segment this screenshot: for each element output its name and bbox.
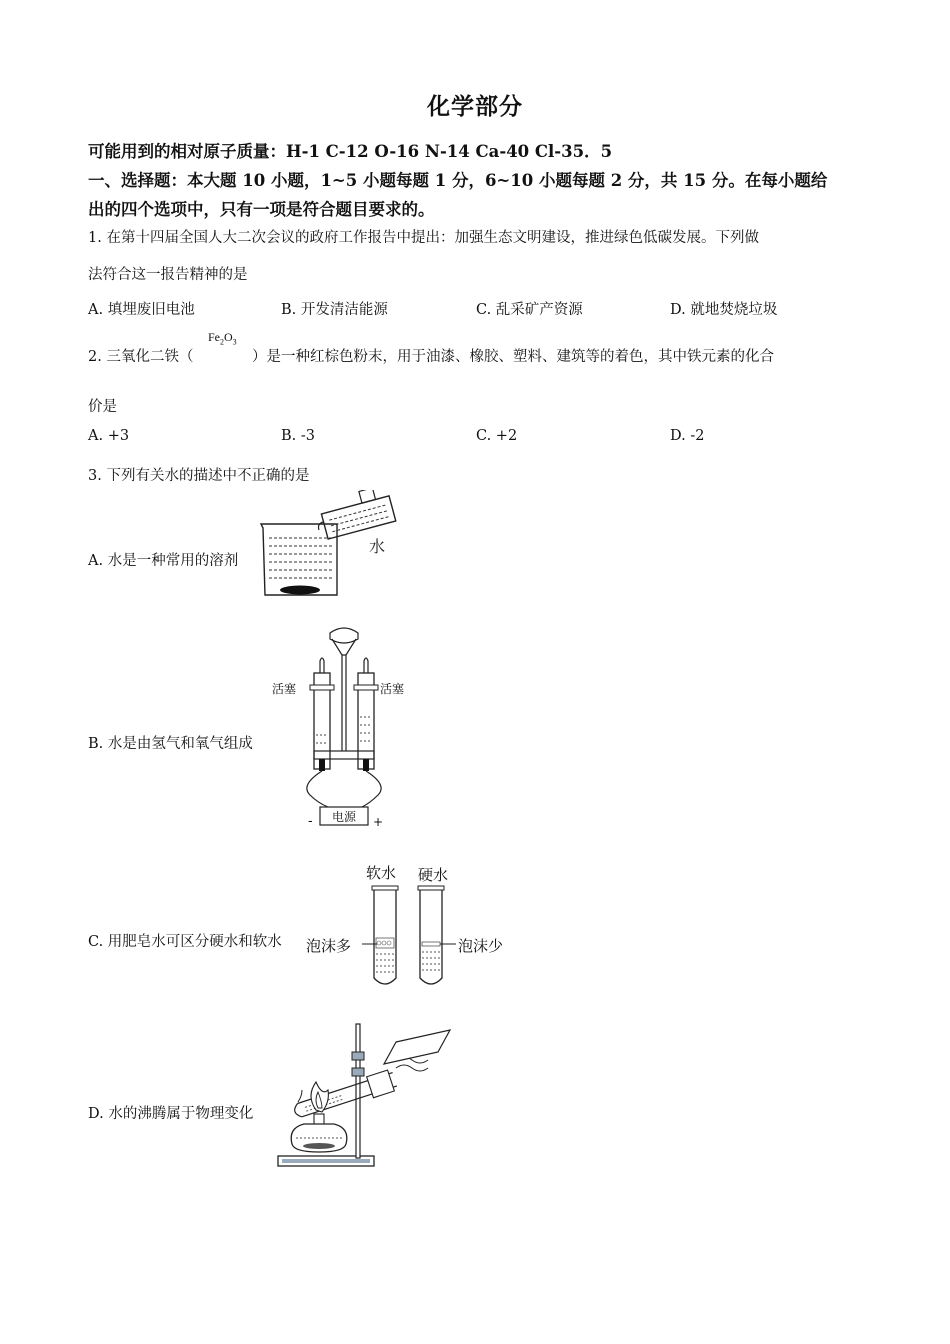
valve-label-right: 活塞 bbox=[380, 682, 405, 696]
plus-label: + bbox=[373, 815, 384, 829]
soap-test-diagram bbox=[300, 858, 515, 993]
q3-option-b[interactable]: B. 水是由氢气和氧气组成 bbox=[88, 736, 253, 752]
q1-option-a[interactable]: A. 填埋废旧电池 bbox=[88, 302, 195, 318]
q2-stem-after: ）是一种红棕色粉末，用于油漆、橡胶、塑料、建筑等的着色，其中铁元素的化合 bbox=[252, 349, 774, 365]
q1-option-d[interactable]: D. 就地焚烧垃圾 bbox=[670, 302, 778, 318]
valve-label-left: 活塞 bbox=[272, 682, 297, 696]
q3-option-c[interactable]: C. 用肥皂水可区分硬水和软水 bbox=[88, 934, 282, 950]
minus-label: - bbox=[308, 814, 313, 829]
section-heading-line1: 一、选择题：本大题 10 小题，1~5 小题每题 1 分，6~10 小题每题 2 分，共 15 分。在每小题给 bbox=[88, 171, 828, 190]
q3-option-a[interactable]: A. 水是一种常用的溶剂 bbox=[88, 553, 239, 569]
atomic-mass-line: 可能用到的相对原子质量：H-1 C-12 O-16 N-14 Ca-40 Cl-35．5 bbox=[88, 142, 613, 161]
q2-option-c[interactable]: C. +2 bbox=[476, 428, 518, 444]
beaker-pour-diagram bbox=[255, 490, 405, 605]
q1-option-b[interactable]: B. 开发清洁能源 bbox=[281, 302, 388, 318]
section-heading-line2: 出的四个选项中，只有一项是符合题目要求的。 bbox=[88, 200, 435, 219]
q2-option-d[interactable]: D. -2 bbox=[670, 428, 705, 444]
q1-option-c[interactable]: C. 乱采矿产资源 bbox=[476, 302, 583, 318]
q2-stem-line2: 价是 bbox=[88, 399, 117, 415]
soft-water-label: 软水 bbox=[366, 864, 397, 882]
q1-stem-line1: 1. 在第十四届全国人大二次会议的政府工作报告中提出：加强生态文明建设，推进绿色低碳发展。下列做 bbox=[88, 230, 759, 246]
q2-formula: $Fe_2O_3$ bbox=[208, 330, 237, 347]
boiling-water-diagram bbox=[272, 1020, 457, 1172]
q3-stem: 3. 下列有关水的描述中不正确的是 bbox=[88, 468, 310, 484]
electrolysis-diagram bbox=[270, 625, 415, 830]
q3-option-d[interactable]: D. 水的沸腾属于物理变化 bbox=[88, 1106, 254, 1122]
q1-stem-line2: 法符合这一报告精神的是 bbox=[88, 267, 248, 283]
water-label: 水 bbox=[369, 537, 386, 556]
q2-option-a[interactable]: A. +3 bbox=[88, 428, 130, 444]
power-label: 电源 bbox=[331, 810, 357, 824]
q2-stem-before: 2. 三氧化二铁（ bbox=[88, 349, 194, 365]
page-title: 化学部分 bbox=[427, 93, 523, 120]
foam-more-label: 泡沫多 bbox=[306, 937, 352, 955]
foam-less-label: 泡沫少 bbox=[458, 937, 504, 955]
q2-option-b[interactable]: B. -3 bbox=[281, 428, 315, 444]
hard-water-label: 硬水 bbox=[418, 866, 449, 884]
